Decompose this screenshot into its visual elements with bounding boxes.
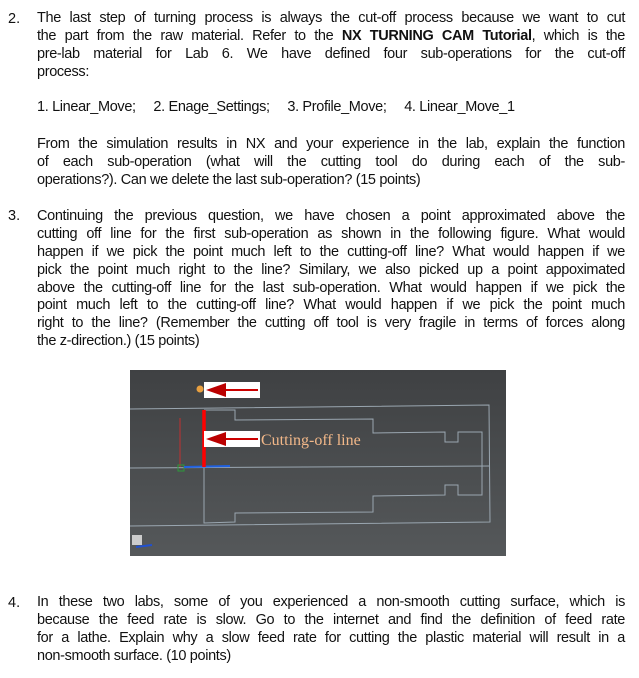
cutoff-line-label: Cutting-off line [261,432,361,449]
text-line [37,28,625,46]
z-axis-icon [184,466,230,467]
arrow-icon [204,431,260,447]
question-2-text [37,10,625,82]
question-3-number: 3. [8,208,21,224]
sub-operation: 2. Enage_Settings; [153,99,270,115]
sub-operation: 4. Linear_Move_1 [404,99,515,115]
text-line: happen if we pick the point much left to the cutting-off line? What would happen if we [37,243,625,260]
sub-operation: 1. Linear_Move; [37,99,136,115]
text-line: In these two labs, some of you experienced a non-smooth cutting surface, which is [37,594,625,610]
question-4-text [37,594,625,666]
text-line: Continuing the previous question, we have chosen a point approximated above the [37,208,625,224]
text-line: of each sub-operation (what will the cutting tool do during each of the sub- [37,153,625,170]
text-line: above the cutting-off line for the last sub-operation. What would happen if we pick the [37,279,625,296]
question-4-number: 4. [8,595,21,611]
text-line: process: [37,63,89,80]
text-line: for a lathe. Explain why a slow feed rate for cutting the plastic material will result in a [37,629,625,646]
question-3-text [37,207,625,350]
text-line: pre-lab material for Lab 6. We have defined four sub-operations for the cut-off [37,45,625,62]
text-line: cutting off line for the first sub-operation as shown in the following figure. What would [37,225,625,242]
sub-operations-list [37,98,529,116]
view-triad-icon [132,535,142,545]
text-line: because the feed rate is slow. Go to the internet and find the definition of feed rate [37,611,625,628]
text-line: point much left to the cutting-off line? What would happen if we pick the point much [37,297,625,314]
question-2-followup [37,136,625,190]
nx-cutoff-figure [130,370,506,556]
text-span: , which is the [531,27,625,44]
text-line: The last step of turning process is always the cut-off process because we want to cut [37,10,625,26]
sub-operation: 3. Profile_Move; [287,99,387,115]
tutorial-reference: NX TURNING CAM Tutorial [341,27,532,44]
text-line: non-smooth surface. (10 points) [37,647,231,664]
text-line: pick the point much right to the line? Similary, we also picked up a point appoximated [37,261,625,278]
text-line: From the simulation results in NX and your experience in the lab, explain the function [37,136,625,152]
text-line: right to the line? (Remember the cutting off tool is very fragile in terms of forces along [37,315,625,332]
text-line: the z-direction.) (15 points) [37,333,200,350]
text-span: the part from the raw material. Refer to the [37,27,342,44]
text-line: operations?). Can we delete the last sub-operation? (15 points) [37,171,421,188]
viewport-background [130,370,506,556]
selected-point-icon [197,386,204,393]
arrow-icon [204,382,260,398]
question-2-number: 2. [8,11,21,27]
